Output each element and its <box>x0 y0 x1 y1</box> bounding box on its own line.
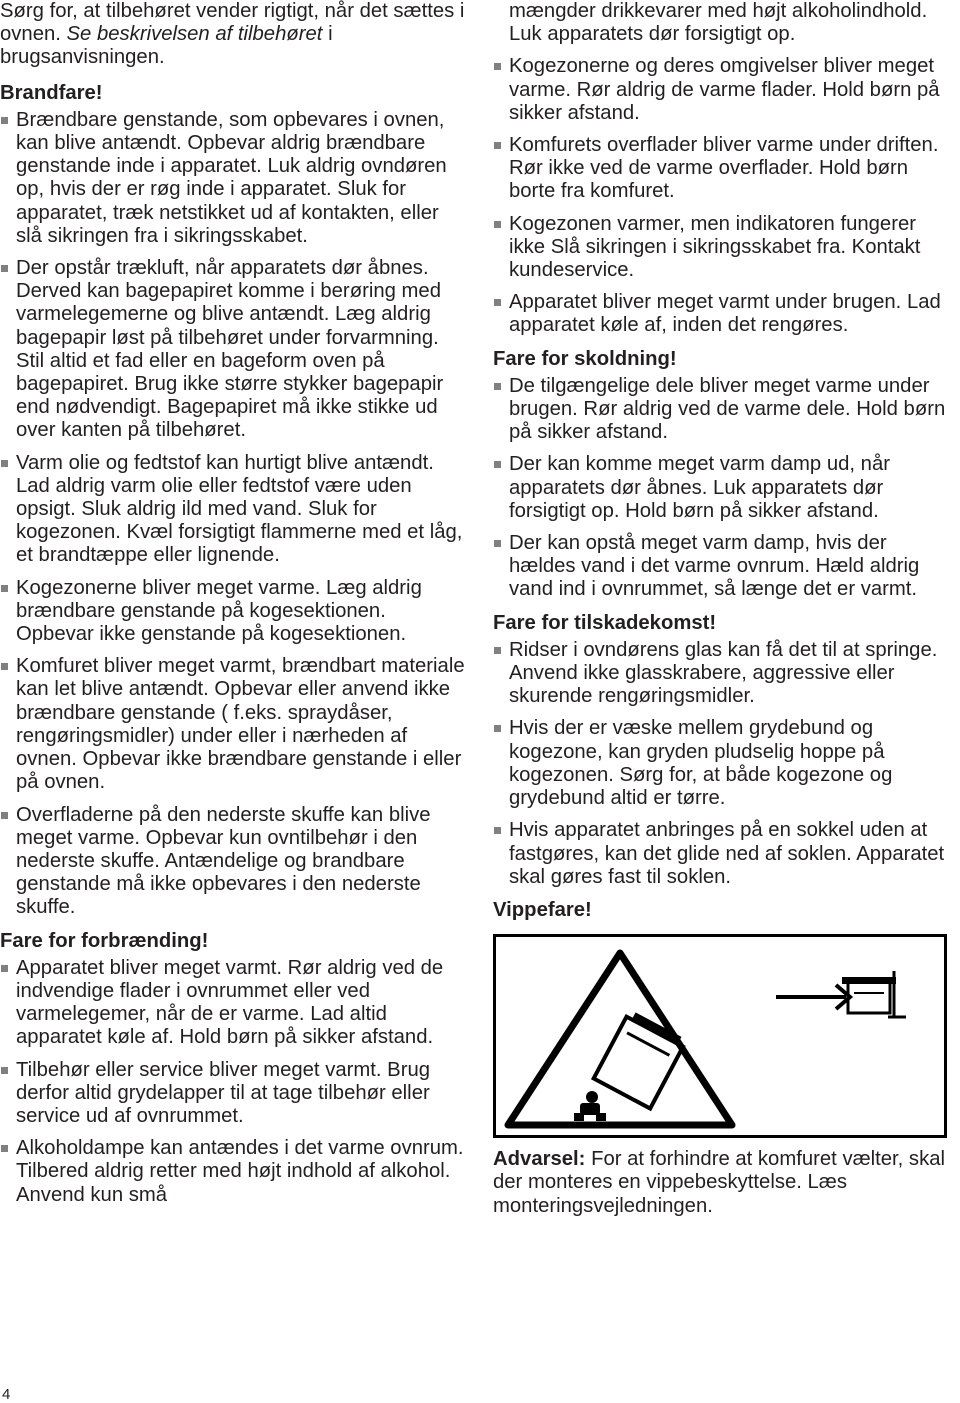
tip-over-pictogram-icon <box>496 937 944 1135</box>
warning-paragraph <box>493 1148 955 1218</box>
list-item: Kogezonerne bliver meget varme. Læg aldrig brændbare genstande på kogesektionen. Opbevar ikke genstande på kogesektionen. <box>0 577 466 647</box>
list-item: Tilbehør eller service bliver meget varmt. Brug derfor altid grydelapper til at tage tilbehør eller service ud af ovnrummet. <box>0 1059 466 1129</box>
scald-list <box>493 375 955 602</box>
heading-burn: Fare for forbrænding! <box>0 929 209 952</box>
list-item: Komfuret bliver meget varmt, brændbart materiale kan let blive antændt. Opbevar eller anvend ikke brændbare genstande ( f.eks. spraydåser, rengøringsmidler) under eller i nærheden af ovnen. Opbevar ikke brændbare genstande i eller på ovnen. <box>0 655 466 794</box>
intro-text-end: i brugsanvisningen. <box>0 23 333 69</box>
child-figure-icon <box>574 1091 606 1121</box>
anchored-range-icon <box>842 971 906 1017</box>
warning-text: For at forhindre at komfuret vælter, skal der monteres en vippebeskyttelse. Læs monteringsvejledningen. <box>493 1148 946 1217</box>
intro-italic-text: Se beskrivelsen af tilbehøret <box>66 23 323 46</box>
list-item: Kogezonerne og deres omgivelser bliver meget varme. Rør aldrig de varme flader. Hold børn på sikker afstand. <box>493 55 955 125</box>
list-item: Hvis apparatet anbringes på en sokkel uden at fastgøres, kan det glide ned af soklen. Apparatet skal gøres fast til soklen. <box>493 819 955 889</box>
list-item: Varm olie og fedtstof kan hurtigt blive antændt. Lad aldrig varm olie eller fedtstof være uden opsigt. Sluk aldrig ild med vand. Sluk for kogezonen. Kvæl forsigtigt flammerne med et låg, et brandtæppe eller lignende. <box>0 452 466 568</box>
list-item: De tilgængelige dele bliver meget varme under brugen. Rør aldrig ved de varme dele. Hold børn på sikker afstand. <box>493 375 955 445</box>
list-item: Der opstår trækluft, når apparatets dør åbnes. Derved kan bagepapiret komme i berøring med varmelegemerne og blive antændt. Læg aldrig bagepapir løst på tilbehøret under forvarmning. Stil altid et fad eller en bageform oven på bagepapiret. Brug ikke større stykker bagepapir end nødvendigt. Bagepapiret må ikke stikke ud over kanten på tilbehøret. <box>0 257 466 443</box>
burn-list <box>0 957 466 1207</box>
heading-tip: Vippefare! <box>493 898 592 921</box>
heading-scald: Fare for skoldning! <box>493 347 677 370</box>
list-item: Kogezonen varmer, men indikatoren fungerer ikke Slå sikringen i sikringsskabet fra. Kontakt kundeservice. <box>493 213 955 283</box>
tilted-range-icon <box>594 1010 687 1109</box>
left-column <box>0 0 466 1216</box>
tip-warning-figure <box>493 934 947 1138</box>
intro-text: Sørg for, at tilbehøret vender rigtigt, når det sættes i ovnen. <box>0 0 465 46</box>
list-item: Alkoholdampe kan antændes i det varme ovnrum. Tilbered aldrig retter med højt indhold af alkohol. Anvend kun små <box>0 1137 466 1207</box>
fire-list <box>0 109 466 920</box>
list-item: Hvis der er væske mellem grydebund og kogezone, kan gryden pludselig hoppe på kogezonen. Sørg for, at både kogezone og grydebund altid er tørre. <box>493 717 955 810</box>
warning-triangle-icon <box>508 953 732 1125</box>
warning-label: Advarsel: <box>493 1148 586 1171</box>
list-item: Apparatet bliver meget varmt under brugen. Lad apparatet køle af, inden det rengøres. <box>493 291 955 337</box>
list-item: Der kan komme meget varm damp ud, når apparatets dør åbnes. Luk apparatets dør forsigtigt op. Hold børn på sikker afstand. <box>493 453 955 523</box>
list-item: Ridser i ovndørens glas kan få det til at springe. Anvend ikke glasskrabere, aggressive eller skurende rengøringsmidler. <box>493 639 955 709</box>
continuation-text: mængder drikkevarer med højt alkoholindhold. Luk apparatets dør forsigtigt op. <box>509 0 928 46</box>
right-column <box>493 0 955 1218</box>
heading-damage: Fare for tilskadekomst! <box>493 611 717 634</box>
page-number: 4 <box>2 1386 11 1403</box>
list-item: Overfladerne på den nederste skuffe kan blive meget varme. Opbevar kun ovntilbehør i den nederste skuffe. Antændelige og brandbare genstande må ikke opbevares i den nederste skuffe. <box>0 804 466 920</box>
list-item: Brændbare genstande, som opbevares i ovnen, kan blive antændt. Opbevar aldrig brændbare genstande inde i apparatet. Luk aldrig ovndøren op, hvis der er røg inde i apparatet. Sluk for apparatet, træk netstikket ud af kontakten, eller slå sikringen fra i sikringsskabet. <box>0 109 466 248</box>
intro-paragraph <box>0 0 466 70</box>
list-item: Apparatet bliver meget varmt. Rør aldrig ved de indvendige flader i ovnrummet eller ved varmelegemer, når de er varme. Lad altid apparatet køle af. Hold børn på sikker afstand. <box>0 957 466 1050</box>
damage-list <box>493 639 955 889</box>
heading-fire: Brandfare! <box>0 81 103 104</box>
arrow-right-icon <box>776 985 850 1009</box>
list-item: Der kan opstå meget varm damp, hvis der hældes vand i det varme ovnrum. Hæld aldrig vand ind i ovnrummet, så længe det er varmt. <box>493 532 955 602</box>
list-item: Komfurets overflader bliver varme under driften. Rør ikke ved de varme overflader. Hold børn borte fra komfuret. <box>493 134 955 204</box>
burn-list-continued <box>493 55 955 337</box>
